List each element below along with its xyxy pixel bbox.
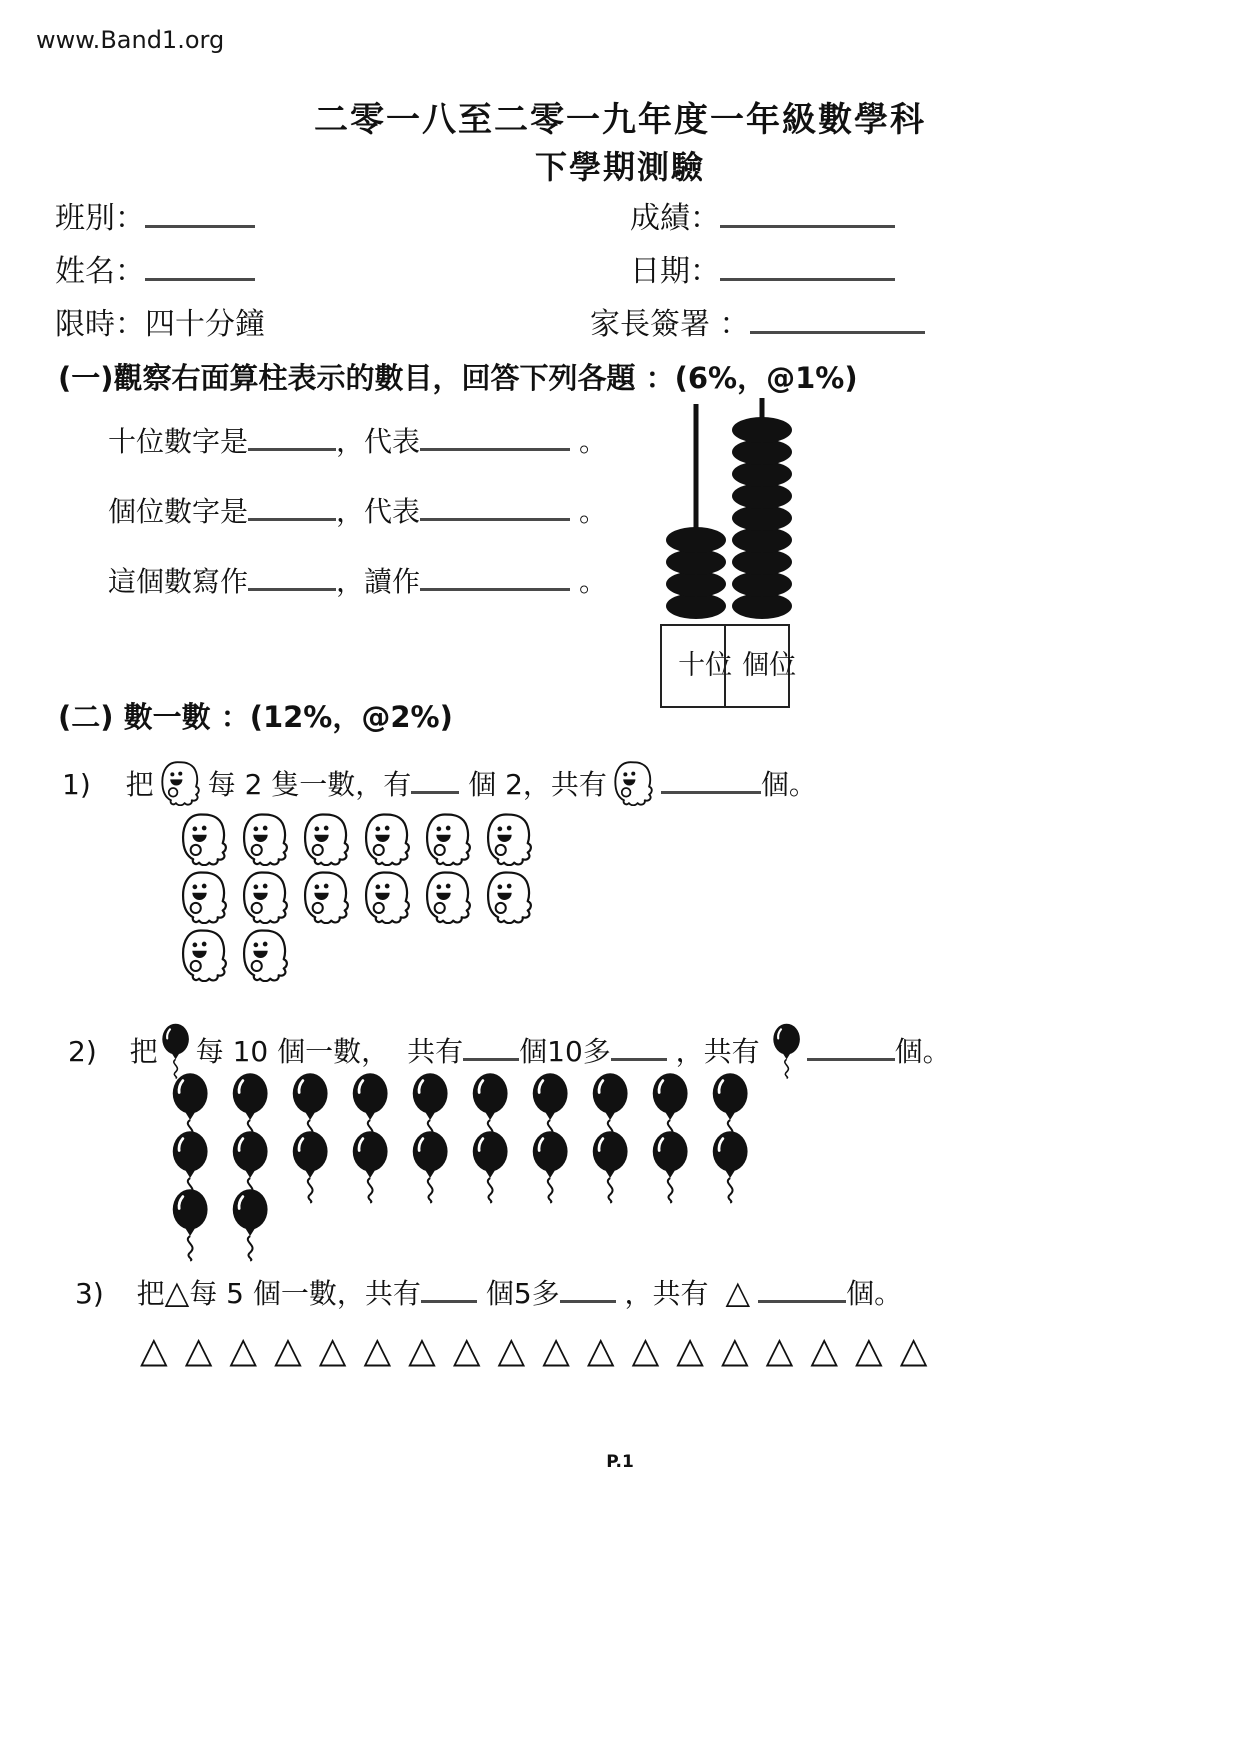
- balloon-icon: [710, 1130, 754, 1204]
- abacus-ones-box: [724, 624, 797, 708]
- question-text: ，代表: [336, 425, 421, 458]
- ghost-icon: [239, 928, 293, 982]
- balloon-icon: [350, 1130, 394, 1204]
- question-text: 每 2 隻一數，有: [207, 768, 412, 801]
- balloon-icon: [470, 1130, 514, 1204]
- triangle-icon: △: [497, 1330, 526, 1371]
- ghost-row: [178, 870, 537, 924]
- abacus-tens-beads: [666, 527, 726, 619]
- triangle-icon: △: [676, 1330, 704, 1371]
- section2-heading: (二) 數一數 ：(12%，@2%): [58, 700, 453, 734]
- answer-blank-line: [807, 1055, 895, 1061]
- ghost-icon: [300, 812, 354, 866]
- section1-question-write-read: [108, 560, 607, 600]
- name-field: [55, 246, 255, 290]
- triangle-icon: △: [810, 1330, 838, 1371]
- page-number: P.1: [606, 1452, 634, 1472]
- triangle-icon: △: [140, 1330, 168, 1371]
- triangle-icon: △: [363, 1330, 392, 1371]
- question-text: 個位數字是: [108, 495, 249, 528]
- ghost-row: [178, 812, 537, 866]
- class-field: [55, 193, 255, 237]
- question-text: 每 10 個一數，: [195, 1035, 390, 1068]
- date-label: 日期：: [630, 254, 720, 289]
- triangle-icon: △: [631, 1330, 660, 1371]
- ghost-icon: [239, 812, 293, 866]
- class-label: 班別：: [55, 201, 145, 236]
- triangle-icon: △: [164, 1273, 190, 1311]
- triangle-icon: △: [229, 1330, 258, 1371]
- time-limit-text: [55, 299, 265, 343]
- answer-blank-line: [248, 585, 336, 591]
- question-number: 3): [75, 1277, 104, 1310]
- triangle-icon: △: [725, 1273, 751, 1311]
- ghost-icon: [158, 760, 204, 806]
- exam-title: 二零一八至二零一九年度一年級數學科: [314, 100, 926, 140]
- triangle-icon: △: [318, 1330, 347, 1371]
- question-text: 把: [125, 768, 154, 801]
- ghost-icon: [611, 760, 657, 806]
- question-number: 1): [62, 768, 91, 801]
- score-label: 成績：: [630, 201, 720, 236]
- triangle-icon: △: [274, 1330, 302, 1371]
- balloon-icon: [160, 1023, 194, 1079]
- ghost-icon: [361, 870, 415, 924]
- abacus-rods: [660, 396, 830, 620]
- question-text: 。: [578, 565, 607, 598]
- abacus-tens-box: [660, 624, 733, 708]
- question-text: 。: [578, 495, 607, 528]
- ghost-icon: [422, 812, 476, 866]
- section1-heading: (一)觀察右面算柱表示的數目，回答下列各題 ：(6%，@1%): [58, 361, 858, 395]
- parent-sign-blank-line: [750, 328, 925, 334]
- section2-question1: [62, 760, 817, 806]
- balloon-icon: [410, 1130, 454, 1204]
- parent-sign-field: [590, 299, 925, 343]
- answer-blank-line: [421, 1297, 477, 1303]
- answer-blank-line: [560, 1297, 616, 1303]
- ghost-icon: [483, 870, 537, 924]
- ghost-icon: [483, 812, 537, 866]
- answer-blank-line: [420, 445, 570, 451]
- triangle-row: [140, 1330, 927, 1371]
- answer-blank-line: [661, 788, 761, 794]
- triangle-icon: △: [452, 1330, 481, 1371]
- section1-question-tens: [108, 420, 607, 460]
- answer-blank-line: [420, 585, 570, 591]
- balloon-icon: [290, 1130, 334, 1204]
- balloon-icon: [170, 1188, 214, 1262]
- question-text: 個。: [760, 768, 817, 801]
- abacus-ones-beads: [732, 417, 792, 619]
- triangle-icon: △: [408, 1330, 436, 1371]
- abacus-base: [660, 624, 830, 708]
- question-text: 個。: [846, 1277, 903, 1310]
- name-blank-line: [145, 275, 255, 281]
- question-text: 把: [129, 1035, 158, 1068]
- answer-blank-line: [463, 1055, 519, 1061]
- balloon-icon: [771, 1023, 805, 1079]
- ghost-icon: [361, 812, 415, 866]
- question-text: 個10多: [519, 1035, 611, 1068]
- balloon-icon: [590, 1130, 634, 1204]
- time-limit-label: 限時：四十分鐘: [55, 307, 265, 342]
- question-number: 2): [68, 1035, 97, 1068]
- question-text: ，共有: [624, 1277, 709, 1310]
- parent-sign-label: 家長簽署 ：: [590, 307, 750, 342]
- section2-question2: [68, 1023, 951, 1079]
- balloon-icon: [230, 1188, 274, 1262]
- question-text: 。: [578, 425, 607, 458]
- ghost-icon: [178, 812, 232, 866]
- question-text: 個5多: [485, 1277, 560, 1310]
- date-blank-line: [720, 275, 895, 281]
- class-blank-line: [145, 222, 255, 228]
- answer-blank-line: [411, 788, 459, 794]
- question-text: 每 5 個一數，共有: [189, 1277, 421, 1310]
- answer-blank-line: [611, 1055, 667, 1061]
- section1-question-ones: [108, 490, 607, 530]
- score-field: [630, 193, 895, 237]
- site-watermark: www.Band1.org: [36, 26, 225, 54]
- question-text: ，讀作: [336, 565, 421, 598]
- question-text: 這個數寫作: [108, 565, 249, 598]
- triangle-icon: △: [855, 1330, 883, 1371]
- date-field: [630, 246, 895, 290]
- ghost-icon: [178, 928, 232, 982]
- abacus-figure: [660, 396, 830, 708]
- ghost-grid: [178, 812, 537, 986]
- balloon-icon: [650, 1130, 694, 1204]
- question-text: 共有: [407, 1035, 464, 1068]
- balloon-icon: [530, 1130, 574, 1204]
- question-text: 十位數字是: [108, 425, 249, 458]
- triangle-icon: △: [899, 1330, 928, 1371]
- question-text: 把: [136, 1277, 165, 1310]
- abacus-ones-label: 個位: [742, 650, 797, 681]
- ghost-icon: [239, 870, 293, 924]
- answer-blank-line: [420, 515, 570, 521]
- triangle-icon: △: [184, 1330, 213, 1371]
- ghost-icon: [300, 870, 354, 924]
- triangle-icon: △: [586, 1330, 615, 1371]
- section2-question3: [75, 1272, 902, 1312]
- exam-subtitle: 下學期測驗: [534, 148, 705, 186]
- question-text: 個。: [894, 1035, 951, 1068]
- question-text: 個 2，共有: [468, 768, 607, 801]
- abacus-tens-label: 十位: [678, 650, 733, 681]
- triangle-icon: △: [720, 1330, 749, 1371]
- triangle-icon: △: [765, 1330, 794, 1371]
- triangle-icon: △: [542, 1330, 570, 1371]
- question-text: ，代表: [336, 495, 421, 528]
- ghost-icon: [422, 870, 476, 924]
- answer-blank-line: [248, 515, 336, 521]
- answer-blank-line: [758, 1297, 846, 1303]
- balloon-grid: [170, 1072, 754, 1246]
- ghost-row: [178, 928, 537, 982]
- name-label: 姓名：: [55, 254, 145, 289]
- score-blank-line: [720, 222, 895, 228]
- ghost-icon: [178, 870, 232, 924]
- answer-blank-line: [248, 445, 336, 451]
- question-text: ，共有: [675, 1035, 760, 1068]
